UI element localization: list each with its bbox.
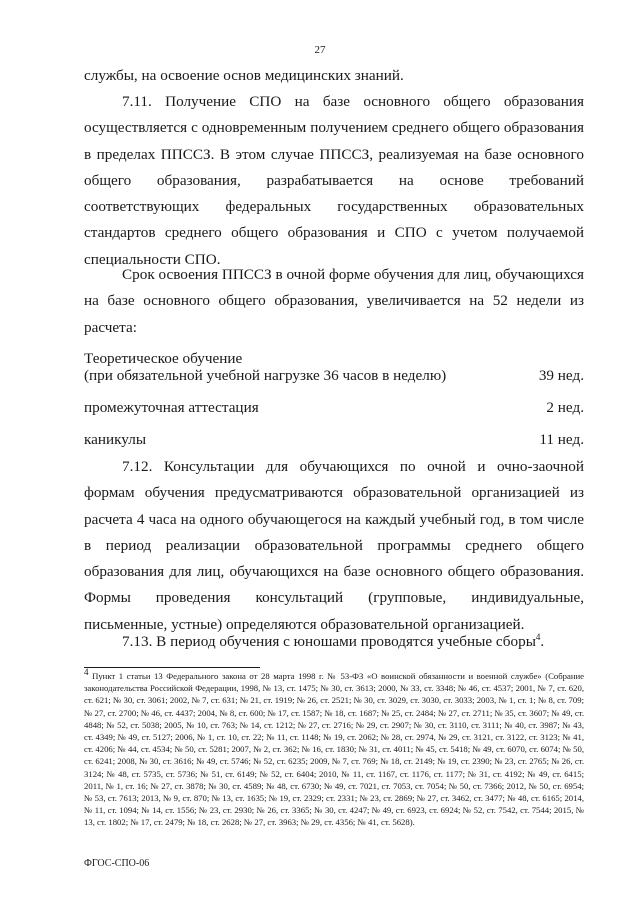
paragraph-duration: Срок освоения ППССЗ в очной форме обучения для лиц, обучающихся на базе основного общего образования, увеличивается на 52 недели из расчета: <box>84 266 584 336</box>
schedule-label: промежуточная аттестация <box>84 399 259 416</box>
paragraph-7-13-text: 7.13. В период обучения с юношами проводятся учебные сборы <box>122 633 536 650</box>
schedule-value: 2 нед. <box>546 399 584 416</box>
footnote-reference: 4 <box>535 631 541 642</box>
paragraph-intro: службы, на освоение основ медицинских знаний. <box>84 67 404 84</box>
footnote <box>84 667 585 829</box>
schedule-value: 11 нед. <box>539 431 584 448</box>
schedule-row <box>84 399 584 419</box>
schedule-label: каникулы <box>84 431 147 448</box>
paragraph-7-11: 7.11. Получение СПО на базе основного общего образования осуществляется с одновременным получением среднего общего образования в пределах ППССЗ. В этом случае ППССЗ, реализуемая на базе основного общего образования, разрабатывается на основе требований соответствующих федеральных государственных образовательных стандартов среднего общего образования и СПО с учетом получаемой специальности СПО. <box>84 93 584 268</box>
schedule-title: Теоретическое обучение <box>84 350 243 367</box>
document-footer: ФГОС-СПО-06 <box>84 858 150 869</box>
schedule-label: (при обязательной учебной нагрузке 36 часов в неделю) <box>84 367 447 384</box>
schedule-value: 39 нед. <box>538 367 584 384</box>
paragraph-7-12: 7.12. Консультации для обучающихся по очной и очно-заочной формам обучения предусматриваются образовательной организацией из расчета 4 часа на одного обучающегося на каждый учебный год, в том числе в период реализации образовательной программы среднего общего образования для лиц, обучающихся на базе основного общего образования. Формы проведения консультаций (групповые, индивидуальные, письменные, устные) определяются образовательной организацией. <box>84 458 584 633</box>
page-number: 27 <box>314 44 326 56</box>
footnote-text: Пункт 1 статьи 13 Федерального закона от 28 марта 1998 г. № 53-ФЗ «О воинской обязанности и военной службе» (Собрание законодательства Российской Федерации, 1998, № 13, ст. 1475; № 30, ст. 3613; 2000, № 33, ст. 3348; № 46, ст. 4537; 2001, № 7, ст. 620, ст. 621; № 30, ст. 3061; 2002, № 7, ст. 631; № 21, ст. 1919; № 26, ст. 2521; № 30, ст. 3029, ст. 3030, ст. 3033; 2003, № 1, ст. 1; № 8, ст. 709; № 27, ст. 2700; № 46, ст. 4437; 2004, № 8, ст. 600; № 17, ст. 1587; № 18, ст. 1687; № 25, ст. 2484; № 27, ст. 2711; № 35, ст. 3607; № 49, ст. 4848; № 52, ст. 5038; 2005, № 10, ст. 763; № 14, ст. 1212; № 27, ст. 2716; № 29, ст. 2907; № 30, ст. 3110, ст. 3111; № 40, ст. 3987; № 43, ст. 4349; № 49, ст. 5127; 2006, № 1, ст. 10, ст. 22; № 11, ст. 1148; № 19, ст. 2062; № 28, ст. 2974, № 29, ст. 3121, ст. 3122, ст. 3123; № 41, ст. 4206; № 44, ст. 4534; № 50, ст. 5281; 2007, № 2, ст. 362; № 16, ст. 1830; № 31, ст. 4011; № 45, ст. 5418; № 49, ст. 6070, ст. 6074; № 50, ст. 6241; 2008, № 30, ст. 3616; № 49, ст. 5746; № 52, ст. 6235; 2009, № 7, ст. 769; № 18, ст. 2149; № 19, ст. 2390; № 23, ст. 2765; № 26, ст. 3124; № 48, ст. 5735, ст. 5736; № 51, ст. 6149; № 52, ст. 6404; 2010, № 11, ст. 1167, ст. 1176, ст. 1177; № 31, ст. 4192; № 49, ст. 6415; 2011, № 1, ст. 16; № 27, ст. 3878; № 30, ст. 4589; № 48, ст. 6730; № 49, ст. 7021, ст. 7053, ст. 7054; № 50, ст. 7366; 2012, № 50, ст. 6954; № 53, ст. 7613; 2013, № 9, ст. 870; № 13, ст. 1635; № 19, ст. 2329; ст. 2331; № 23, ст. 2869; № 27, ст. 3462, ст. 3477; № 48, ст. 6165; 2014, № 11, ст. 1094; № 14, ст. 1556; № 23, ст. 2930; № 26, ст. 3365; № 30, ст. 4247; № 49, ст. 6923, ст. 6924; № 52, ст. 7542, ст. 7544; 2015, № 13, ст. 1802; № 17, ст. 2479; № 18, ст. 2628; № 27, ст. 3963; № 29, ст. 4356; № 41, ст. 5628). <box>84 671 585 828</box>
schedule-row <box>84 431 584 451</box>
schedule-row <box>84 367 584 387</box>
paragraph-7-13 <box>84 629 584 655</box>
footnote-separator <box>84 667 260 668</box>
footnote-number: 4 <box>84 667 89 678</box>
paragraph-7-13-end: . <box>540 633 545 650</box>
